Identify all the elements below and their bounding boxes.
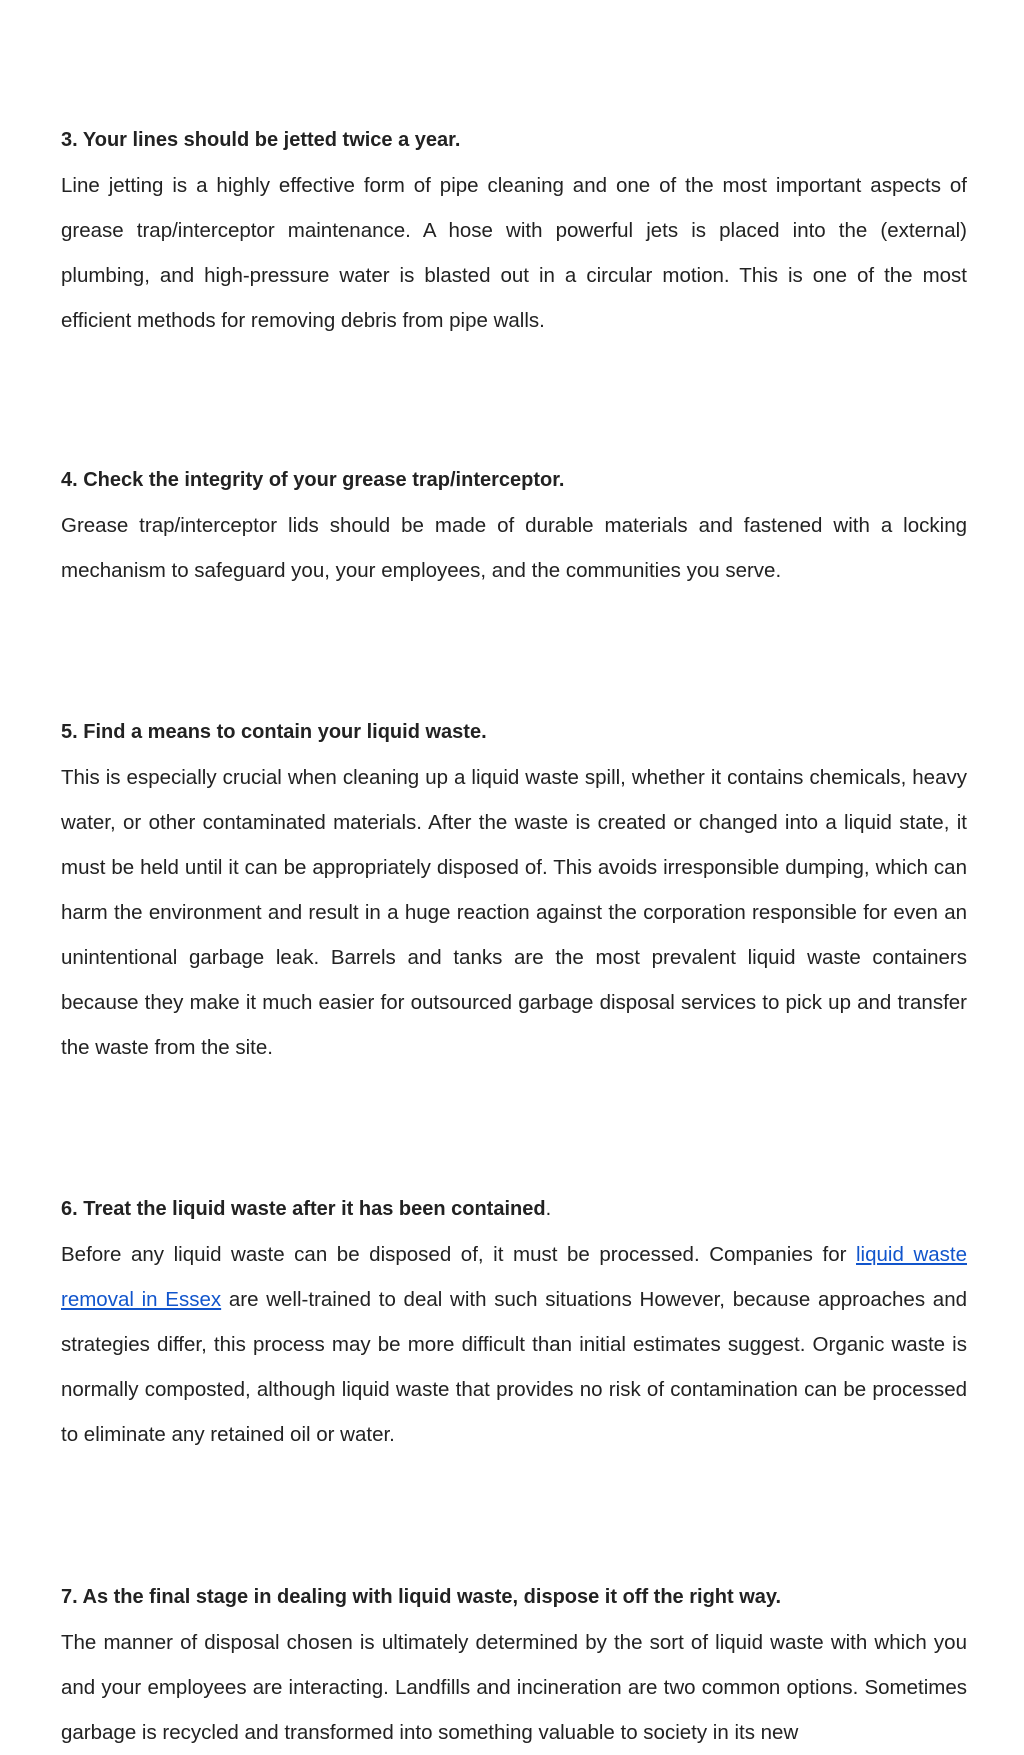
body-text-after-link: are well-trained to deal with such situations However, because approaches and strategies differ, this process may be more difficult than initial estimates suggest. Organic waste is normally composted, although liquid waste that provides no risk of contamination can be processed to eliminate any retained oil or water. xyxy=(61,1288,967,1446)
section-body: This is especially crucial when cleaning up a liquid waste spill, whether it contains chemicals, heavy water, or other contaminated materials. After the waste is created or changed into a liquid state, it must be held until it can be appropriately disposed of. This avoids irresponsible dumping, which can harm the environment and result in a huge reaction against the corporation responsible for even an unintentional garbage leak. Barrels and tanks are the most prevalent liquid waste containers because they make it much easier for outsourced garbage disposal services to pick up and transfer the waste from the site. xyxy=(61,766,967,1059)
section-heading-wrapper xyxy=(61,1187,967,1232)
section-body: The manner of disposal chosen is ultimately determined by the sort of liquid waste with which you and your employees are interacting. Landfills and incineration are two common options. Sometimes garbage is recycled and transformed into something valuable to society in its new xyxy=(61,1631,967,1744)
section-spacer xyxy=(61,593,967,710)
section-3 xyxy=(61,118,967,343)
section-6 xyxy=(61,1187,967,1457)
section-4 xyxy=(61,458,967,593)
section-heading: 4. Check the integrity of your grease trap/interceptor. xyxy=(61,469,565,491)
liquid-waste-removal-link[interactable]: liquid waste removal in Essex xyxy=(61,1243,967,1311)
section-heading: 6. Treat the liquid waste after it has been contained xyxy=(61,1198,546,1220)
section-heading: 5. Find a means to contain your liquid waste. xyxy=(61,721,487,743)
section-spacer xyxy=(61,1457,967,1575)
heading-period: . xyxy=(545,1198,552,1220)
section-body: Line jetting is a highly effective form of pipe cleaning and one of the most important aspects of grease trap/interceptor maintenance. A hose with powerful jets is placed into the (external) plumbing, and high-pressure water is blasted out in a circular motion. This is one of the most efficient methods for removing debris from pipe walls. xyxy=(61,174,967,332)
section-heading: 3. Your lines should be jetted twice a year. xyxy=(61,129,461,151)
section-spacer xyxy=(61,1070,967,1187)
section-body xyxy=(61,1232,967,1457)
section-7 xyxy=(61,1575,967,1755)
section-body: Grease trap/interceptor lids should be made of durable materials and fastened with a locking mechanism to safeguard you, your employees, and the communities you serve. xyxy=(61,514,967,582)
document-page xyxy=(61,118,967,1755)
body-text-before-link: Before any liquid waste can be disposed of, it must be processed. Companies for xyxy=(61,1243,856,1266)
section-heading: 7. As the final stage in dealing with liquid waste, dispose it off the right way. xyxy=(61,1586,782,1608)
section-5 xyxy=(61,710,967,1070)
section-spacer xyxy=(61,343,967,458)
